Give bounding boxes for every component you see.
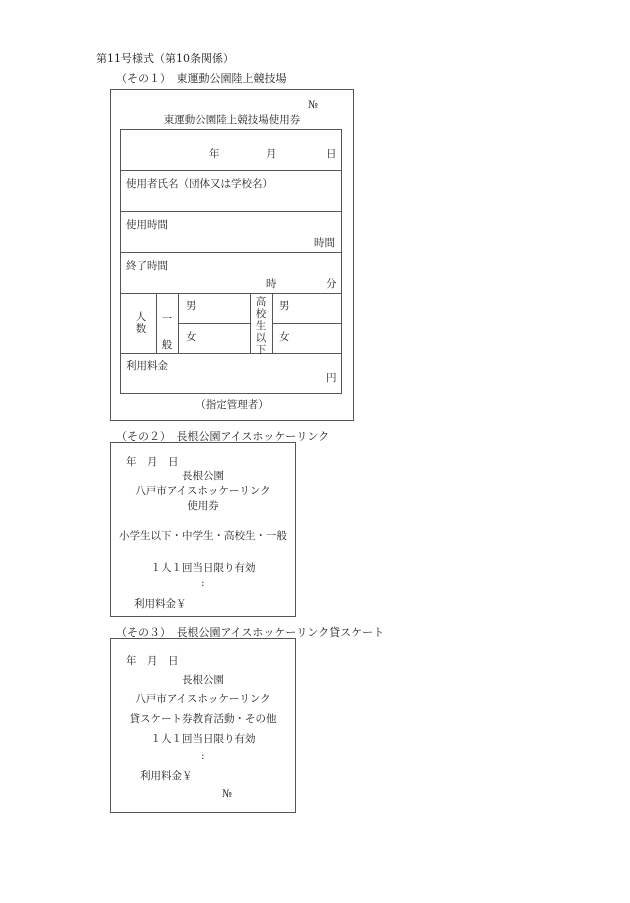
- section3-heading: （その３） 長根公園アイスホッケーリンク貸スケート: [116, 626, 385, 639]
- section2-fee: 利用料金￥: [134, 598, 187, 610]
- highschool-label: 高 校 生 以 下: [255, 296, 267, 356]
- section2-line2: 八戸市アイスホッケーリンク: [135, 485, 271, 497]
- row-divider: [120, 293, 342, 294]
- section3-line1: 長根公園: [182, 674, 224, 686]
- section2-colon: :: [201, 577, 205, 589]
- section2-date: 年 月 日: [126, 456, 179, 468]
- general-label: 一 般: [161, 313, 173, 351]
- fee-unit: 円: [326, 372, 337, 384]
- date-year: 年: [209, 148, 220, 160]
- col-divider: [250, 293, 251, 353]
- section3-number-label: №: [222, 788, 232, 800]
- section3-date: 年 月 日: [126, 655, 179, 667]
- usage-time-label: 使用時間: [126, 219, 168, 231]
- row-divider: [120, 353, 342, 354]
- end-min-unit: 分: [326, 278, 337, 290]
- section3-line3: 貸スケート券教育活動・その他: [129, 713, 277, 725]
- people-label: 人 数: [135, 311, 147, 335]
- manager-label: （指定管理者）: [195, 399, 269, 411]
- usage-time-unit: 時間: [314, 237, 335, 249]
- end-time-label: 終了時間: [126, 260, 168, 272]
- col-divider: [156, 293, 157, 353]
- section3-line2: 八戸市アイスホッケーリンク: [135, 693, 271, 705]
- date-day: 日: [326, 148, 337, 160]
- section3-colon: :: [201, 750, 205, 762]
- section2-validity: １人１回当日限り有効: [150, 562, 256, 574]
- section1-number-label: №: [308, 99, 318, 111]
- section3-validity: １人１回当日限り有効: [150, 733, 256, 745]
- row-divider: [120, 252, 342, 253]
- form-title: 第11号様式（第10条関係）: [96, 52, 234, 65]
- highschool-male: 男: [279, 300, 290, 312]
- section1-ticket-title: 東運動公園陸上競技場使用券: [163, 114, 301, 126]
- highschool-female: 女: [279, 331, 290, 343]
- general-female: 女: [186, 331, 197, 343]
- row-divider: [120, 211, 342, 212]
- fee-label: 利用料金: [126, 360, 168, 372]
- user-name-label: 使用者氏名（団体又は学校名）: [126, 178, 273, 190]
- section2-heading: （その２） 長根公園アイスホッケーリンク: [116, 430, 330, 443]
- section1-heading: （その１） 東運動公園陸上競技場: [116, 72, 287, 85]
- row-divider: [120, 170, 342, 171]
- row-divider: [272, 323, 342, 324]
- section2-line1: 長根公園: [182, 470, 224, 482]
- col-divider: [178, 293, 179, 353]
- section2-line3: 使用券: [187, 500, 219, 512]
- end-hour-unit: 時: [266, 278, 277, 290]
- section2-categories: 小学生以下・中学生・高校生・一般: [119, 530, 287, 542]
- section3-fee: 利用料金￥: [140, 770, 193, 782]
- date-month: 月: [266, 148, 277, 160]
- general-male: 男: [186, 300, 197, 312]
- row-divider: [178, 323, 250, 324]
- col-divider: [272, 293, 273, 353]
